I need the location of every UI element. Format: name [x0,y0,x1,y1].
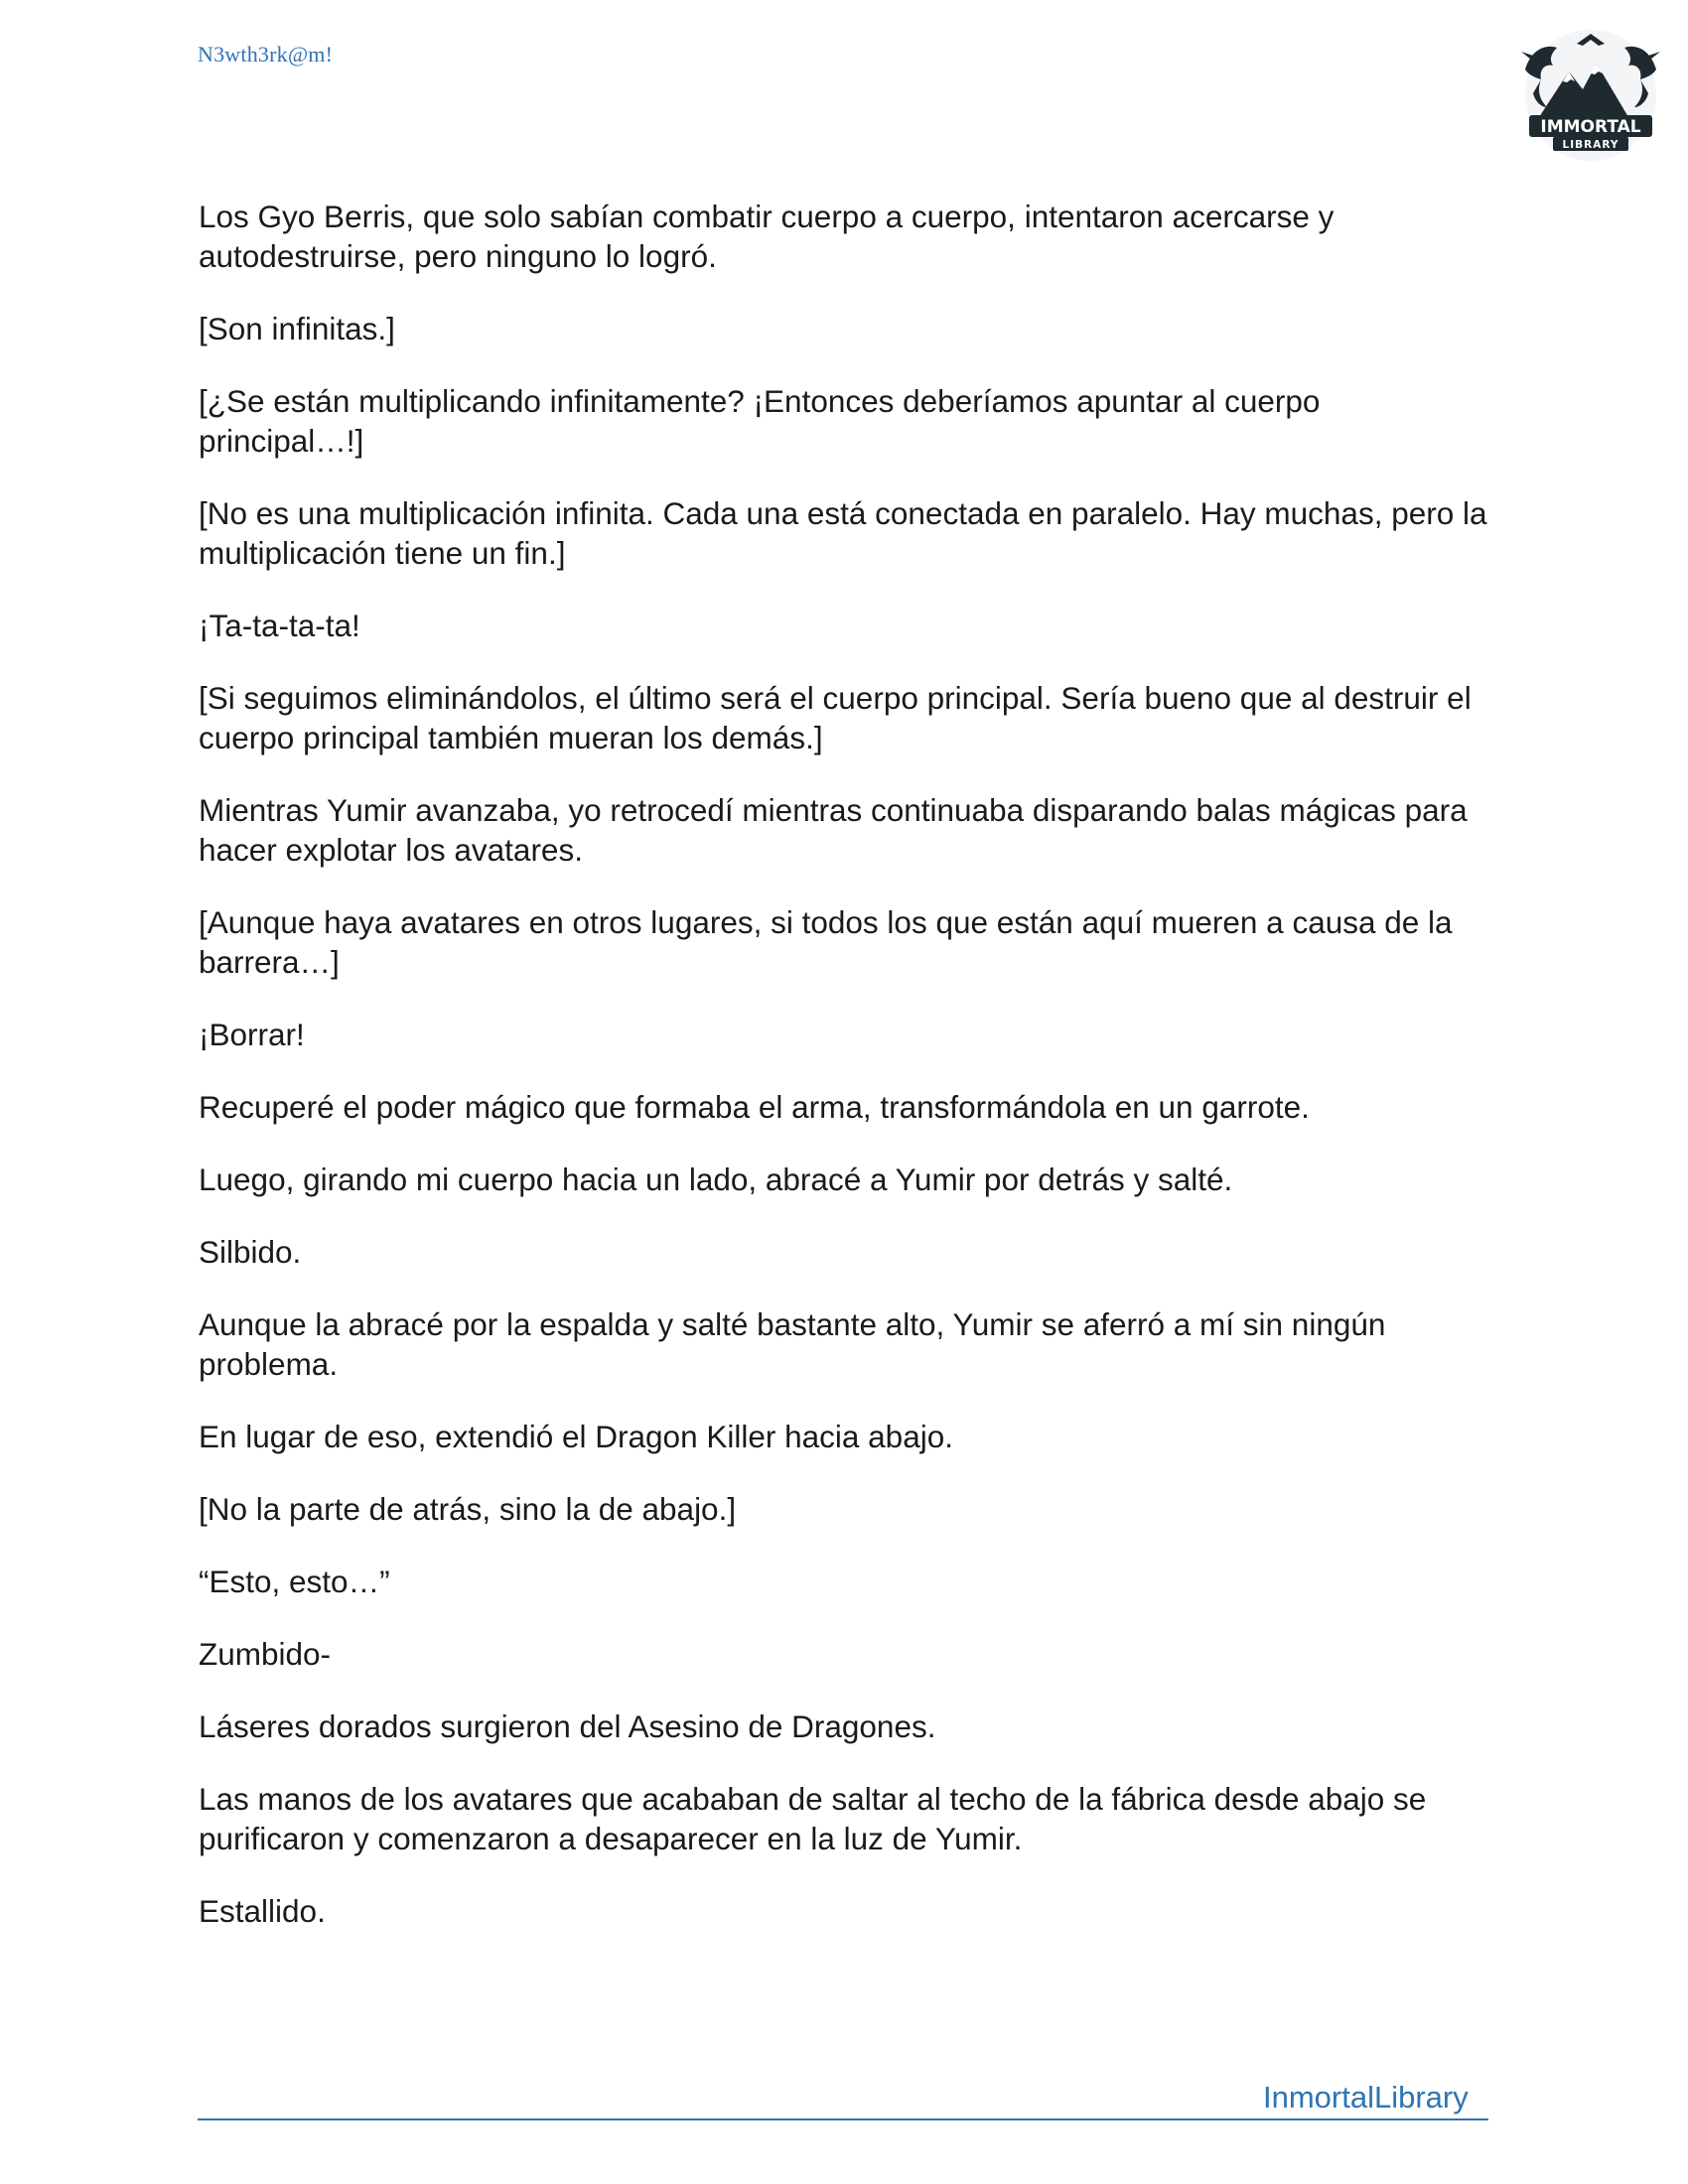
paragraph: ¡Borrar! [199,1017,305,1052]
paragraph: Luego, girando mi cuerpo hacia un lado, abracé a Yumir por detrás y salté. [199,1161,1233,1197]
paragraph: [No es una multiplicación infinita. Cada una está conectada en paralelo. Hay muchas, pero la multiplicación tiene un fin.] [199,495,1487,571]
paragraph: “Esto, esto…” [199,1564,390,1599]
header-tag: N3wth3rk@m! [198,42,334,67]
paragraph: [¿Se están multiplicando infinitamente? ¡Entonces deberíamos apuntar al cuerpo principal…!] [199,383,1321,459]
paragraph: Los Gyo Berris, que solo sabían combatir cuerpo a cuerpo, intentaron acercarse y autodestruirse, pero ninguno lo logró. [199,199,1335,274]
paragraph: Estallido. [199,1893,326,1929]
paragraph: Láseres dorados surgieron del Asesino de Dragones. [199,1708,936,1744]
paragraph: Las manos de los avatares que acababan de saltar al techo de la fábrica desde abajo se purificaron y comenzaron a desaparecer en la luz de Yumir. [199,1781,1427,1856]
paragraph: ¡Ta-ta-ta-ta! [199,608,360,643]
immortal-library-logo [1517,30,1664,167]
logo-text-line1: IMMORTAL [1540,117,1641,137]
paragraph: Recuperé el poder mágico que formaba el arma, transformándola en un garrote. [199,1089,1310,1125]
body-text [199,197,1489,1964]
footer-divider [198,2118,1488,2120]
paragraph: [Si seguimos eliminándolos, el último será el cuerpo principal. Sería bueno que al destruir el cuerpo principal también mueran los demás.] [199,680,1472,755]
paragraph: [No la parte de atrás, sino la de abajo.] [199,1491,737,1527]
paragraph: Silbido. [199,1234,302,1270]
logo-text-line2: LIBRARY [1562,139,1619,151]
paragraph: Mientras Yumir avanzaba, yo retrocedí mientras continuaba disparando balas mágicas para hacer explotar los avatares. [199,792,1468,868]
footer-link[interactable]: InmortalLibrary [1263,2080,1469,2115]
paragraph: Zumbido- [199,1636,332,1672]
paragraph: [Aunque haya avatares en otros lugares, si todos los que están aquí mueren a causa de la barrera…] [199,904,1453,980]
paragraph: [Son infinitas.] [199,311,395,346]
paragraph: Aunque la abracé por la espalda y salté bastante alto, Yumir se aferró a mí sin ningún problema. [199,1306,1386,1382]
dragon-mountain-emblem-icon [1517,30,1664,167]
paragraph: En lugar de eso, extendió el Dragon Killer hacia abajo. [199,1419,953,1454]
